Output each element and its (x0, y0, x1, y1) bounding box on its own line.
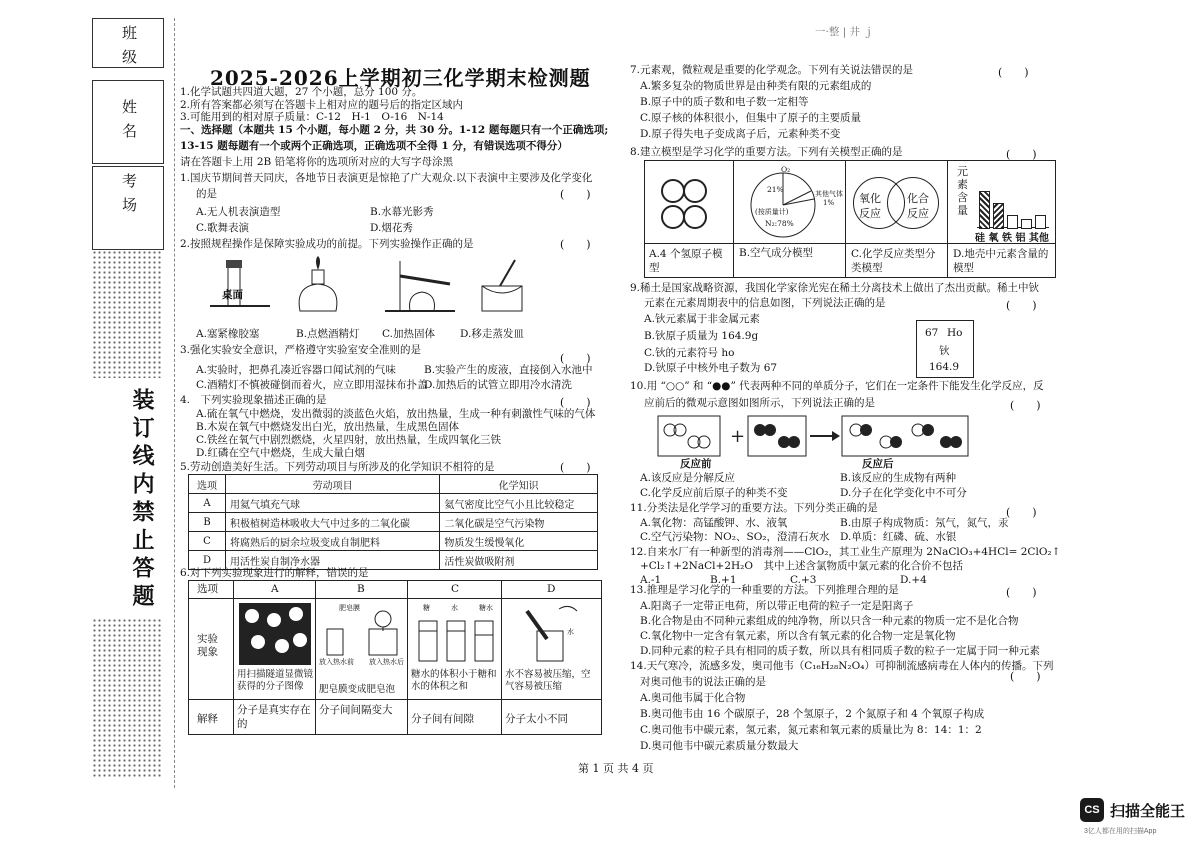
q6-phen-b: 肥皂膜变成肥皂泡 (319, 684, 396, 695)
q11-option-d: D.单质：红磷、硫、水银 (840, 531, 957, 543)
class-field (92, 18, 164, 68)
table-cell: C (189, 532, 226, 551)
table-cell: 积极植树造林吸收大气中过多的二氧化碳 (226, 513, 440, 532)
water-label: 水 (451, 604, 458, 612)
periodic-cell (916, 320, 974, 378)
q14-stem: 14.天气寒冷，流感多发，奥司他韦（C₁₆H₂₈N₂O₄）可抑制流感病毒在人体内的传播。下列 (630, 660, 1054, 672)
element-symbol: Ho (947, 327, 963, 339)
svg-text:+: + (730, 426, 746, 447)
bar-ylabel: 元素含量 (957, 165, 968, 217)
q12-option-b: B.+1 (710, 574, 737, 586)
q4-option-c: C.铁丝在氧气中剧烈燃烧，火星四射，放出热量，生成四氧化三铁 (196, 434, 501, 446)
q4-stem: 4. 下列实验现象描述正确的是 (180, 394, 327, 406)
cs-badge-icon: CS (1080, 798, 1104, 822)
pie-o2-label: O₂ (781, 165, 791, 174)
q3-option-b: B.实验产生的废液，直接倒入水池中 (424, 364, 593, 376)
q10-option-c: C.化学反应前后原子的种类不变 (640, 487, 788, 499)
q8-option-c: C.化学反应类型分类模型 (851, 248, 936, 274)
bar (1007, 215, 1018, 229)
table-cell: 二氧化碳是空气污染物 (440, 513, 598, 532)
q10-option-a: A.该反应是分解反应 (640, 472, 735, 484)
section-header-3: 请在答题卡上用 2B 铅笔将你的选项所对应的大写字母涂黑 (180, 156, 454, 168)
q10-option-d: D.分子在化学变化中不可分 (840, 487, 967, 499)
q7-answer-slot: ( ) (998, 66, 1029, 79)
q7-option-d: D.原子得失电子变成离子后，元素种类不变 (640, 128, 841, 140)
q10-option-b: B.该反应的生成物有两种 (840, 472, 957, 484)
logo-tagline: 3亿人都在用的扫描App (1084, 828, 1157, 835)
logo-name: 扫描全能王 (1110, 803, 1186, 820)
section-header-1: 一、选择题（本题共 15 个小题，每小题 2 分，共 30 分。1-12 题每题只有一个正确选项; (180, 124, 609, 136)
bar (1035, 215, 1046, 229)
pie-21-label: 21% (767, 185, 784, 194)
q9-option-c: C.钬的元素符号 ho (644, 347, 735, 359)
header-stamp: 一·整 | 井 ｊ (815, 26, 874, 38)
room-field (92, 166, 164, 250)
q10-answer-slot: ( ) (1010, 399, 1041, 412)
section-header-2: 13-15 题每题有一个或两个正确选项，正确选项不全得 1 分，有错误选项不得分） (180, 140, 568, 152)
q2-answer-slot: ( ) (560, 238, 591, 251)
q3-option-a: A.实验时，把鼻孔凑近容器口闻试剂的气味 (196, 364, 396, 376)
q13-option-d: D.同种元素的粒子具有相同的质子数，所以具有相同质子数的粒子一定属于同一种元素 (640, 645, 1040, 657)
q5-stem: 5.劳动创造美好生活。下列劳动项目与所涉及的化学知识不相符的是 (180, 461, 495, 473)
bar-xlabels: 硅 氧 铁 铝 其他 (975, 233, 1049, 244)
q13-option-c: C.氧化物中一定含有氧元素，所以含有氧元素的化合物一定是氧化物 (640, 630, 956, 642)
venn-right-label: 化合反应 (907, 192, 929, 220)
q6-header-c: C (451, 583, 460, 595)
q14-option-d: D.奥司他韦中碳元素质量分数最大 (640, 740, 799, 752)
q1-option-b: B.水幕光影秀 (370, 206, 434, 218)
name-label: 姓 名 (120, 99, 138, 140)
q7-option-a: A.繁多复杂的物质世界是由种类有限的元素组成的 (640, 80, 872, 92)
q8-answer-slot: ( ) (1006, 148, 1037, 161)
q9-option-b: B.钬原子质量为 164.9g (644, 330, 759, 342)
q2-option-a: A.塞紧橡胶塞 (196, 328, 260, 340)
q9-stem-2: 元素在元素周期表中的信息如图，下列说法正确的是 (644, 297, 886, 309)
q13-option-b: B.化合物是由不同种元素组成的纯净物，所以只含一种元素的物质一定不是化合物 (640, 615, 1019, 627)
binding-strip (92, 18, 175, 788)
q1-option-d: D.烟花秀 (370, 222, 413, 234)
q12-option-a: A.-1 (640, 574, 662, 586)
pie-other-label: 其他气体 (815, 190, 843, 198)
class-label: 班 级 (120, 25, 138, 66)
q6-expl-d: 分子太小不同 (505, 713, 568, 725)
desk-label: 桌面 (222, 289, 243, 301)
before-label: 反应前 (680, 458, 712, 470)
heating-figure (385, 261, 455, 311)
instruction-1: 1.化学试题共四道大题，27 个小题，总分 100 分。 (180, 86, 423, 98)
q1-option-a: A.无人机表演造型 (196, 206, 281, 218)
q12-stem-2: +Cl₂↑+2NaCl+2H₂O 其中上述含氯物质中氯元素的化合价不包括 (640, 560, 963, 572)
table-row (189, 513, 598, 532)
q6-expl-a: 分子是真实存在的 (237, 704, 311, 730)
alcohol-lamp-figure (299, 256, 337, 311)
q14-stem-2: 对奥司他韦的说法正确的是 (640, 676, 766, 688)
table-cell: 物质发生缓慢氧化 (440, 532, 598, 551)
q1-answer-slot: ( ) (560, 188, 591, 201)
q8-option-b: B.空气成分模型 (739, 247, 814, 259)
q3-option-d: D.加热后的试管立即用冷水清洗 (424, 379, 572, 391)
q2-option-d: D.移走蒸发皿 (460, 328, 524, 340)
q6-row-phenomenon: 实验现象 (197, 633, 218, 658)
table-cell: 活性炭做吸附剂 (440, 551, 598, 570)
q2-option-c: C.加热固体 (382, 328, 435, 340)
q9-stem: 9.稀土是国家战略资源，我国化学家徐光宪在稀土分离技术上做出了杰出贡献。稀土中钬 (630, 282, 1040, 294)
q14-option-c: C.奥司他韦中碳元素，氢元素，氮元素和氧元素的质量比为 8：14：1：2 (640, 724, 982, 736)
before-hot-water-label: 放入热水前 (319, 658, 354, 666)
table-header-row (189, 475, 598, 494)
q1-stem: 1.国庆节期间普天同庆，各地节日表演更是惊艳了广大观众.以下表演中主要涉及化学变化 (180, 172, 593, 184)
table-header: 劳动项目 (226, 475, 440, 494)
q5-answer-slot: ( ) (560, 461, 591, 474)
atom-circle (683, 179, 707, 203)
q3-option-c: C.酒精灯不慎被碰倒而着火，应立即用湿抹布扑盖 (196, 379, 428, 391)
q9-option-a: A.钬元素属于非金属元素 (644, 313, 760, 325)
q8-option-d: D.地壳中元素含量的模型 (953, 248, 1049, 274)
q11-option-a: A.氧化物：高锰酸钾、水、液氧 (640, 517, 788, 529)
after-hot-water-label: 放入热水后 (369, 658, 404, 666)
q6-stem: 6.对下列实验现象进行的解释，错误的是 (180, 567, 369, 579)
room-label: 考 场 (120, 173, 138, 214)
q10-stem: 10.用 “○○” 和 “●●” 代表两种不同的单质分子，它们在一定条件下能发生化学反应，反 (630, 380, 1044, 392)
q14-option-b: B.奥司他韦由 16 个碳原子，28 个氢原子，2 个氮原子和 4 个氧原子构成 (640, 708, 985, 720)
q6-expl-b: 分子间间隔变大 (319, 704, 393, 716)
binding-dots-bottom (92, 618, 162, 778)
soap-film-label: 肥皂膜 (339, 604, 360, 612)
table-cell: 用活性炭自制净水器 (226, 551, 440, 570)
q8-option-a: A.4 个氢原子模型 (649, 248, 723, 274)
atomic-number: 67 (925, 327, 939, 339)
after-label: 反应后 (862, 458, 894, 470)
pie-1-label: 1% (823, 199, 835, 207)
q12-option-d: D.+4 (900, 574, 927, 586)
q11-answer-slot: ( ) (1006, 506, 1037, 519)
table-cell: 氦气密度比空气小且比较稳定 (440, 494, 598, 513)
q9-option-d: D.钬原子中核外电子数为 67 (644, 362, 778, 374)
q6-header-option: 选项 (197, 583, 218, 595)
no-answer-notice: 装订线内禁止答题 (129, 388, 155, 612)
pie-n2-label: N₂:78% (765, 219, 794, 228)
q8-stem: 8.建立模型是学习化学的重要方法。下列有关模型正确的是 (630, 146, 903, 158)
q10-stem-2: 应前后的微观示意图如图所示，下列说法正确的是 (644, 397, 875, 409)
table-cell: 将腐熟后的厨余垃圾变成自制肥料 (226, 532, 440, 551)
q7-option-c: C.原子核的体积很小，但集中了原子的主要质量 (640, 112, 861, 124)
q1-option-c: C.歌舞表演 (196, 222, 249, 234)
syringe-water-label: 水 (567, 628, 574, 636)
q7-option-b: B.原子中的质子数和电子数一定相等 (640, 96, 809, 108)
q6-expl-c: 分子间有间隙 (411, 713, 474, 725)
q6-phen-c: 糖水的体积小于糖和水的体积之和 (411, 669, 497, 692)
q12-option-c: C.+3 (790, 574, 817, 586)
table-row (189, 494, 598, 513)
table-cell: B (189, 513, 226, 532)
sugar-label: 糖 (423, 604, 430, 612)
atom-circle (683, 205, 707, 229)
q3-stem: 3.强化实验安全意识，严格遵守实验室安全准则的是 (180, 344, 422, 356)
q2-figures (200, 256, 540, 326)
q14-answer-slot: ( ) (1010, 670, 1041, 683)
evaporating-dish-figure (482, 260, 522, 311)
q5-table (188, 474, 598, 570)
q6-phen-d: 水不容易被压缩，空气容易被压缩 (505, 669, 591, 692)
q2-option-b: B.点燃酒精灯 (296, 328, 360, 340)
bar (979, 191, 990, 229)
q6-row-explanation: 解释 (197, 713, 218, 725)
sugar-water-label: 糖水 (479, 604, 493, 612)
q14-option-a: A.奥司他韦属于化合物 (640, 692, 746, 704)
pie-mass-label: (按质量计) (755, 208, 789, 216)
bar (1021, 219, 1032, 229)
q6-header-b: B (357, 583, 365, 595)
q9-answer-slot: ( ) (1006, 299, 1037, 312)
q6-header-a: A (271, 583, 279, 595)
binding-dots-top (92, 250, 162, 378)
table-cell: D (189, 551, 226, 570)
q1-stem-2: 的是 (196, 188, 217, 200)
stm-image (239, 603, 311, 665)
q6-table (188, 580, 602, 735)
q11-option-c: C.空气污染物：NO₂、SO₂，澄清石灰水 (640, 531, 830, 543)
q11-option-b: B.由原子构成物质：氖气，氮气，汞 (840, 517, 1009, 529)
q4-answer-slot: ( ) (560, 396, 591, 409)
table-cell: A (189, 494, 226, 513)
q2-stem: 2.按照规程操作是保障实验成功的前提。下列实验操作正确的是 (180, 238, 474, 250)
atomic-mass: 164.9 (929, 361, 960, 373)
table-header: 选项 (189, 475, 226, 494)
page-title: 2025-2026上学期初三化学期末检测题 (210, 66, 591, 90)
q6-phen-a: 用扫描隧道显微镜获得的分子图像 (237, 669, 314, 692)
instruction-3: 3.可能用到的相对原子质量：C-12 H-1 O-16 N-14 (180, 111, 444, 123)
name-field (92, 80, 164, 164)
q4-option-a: A.硫在氧气中燃烧，发出微弱的淡蓝色火焰，放出热量，生成一种有刺激性气味的气体 (196, 408, 596, 420)
syringe-figure (507, 601, 595, 669)
q13-stem: 13.推理是学习化学的一种重要的方法。下列推理合理的是 (630, 584, 899, 596)
reaction-diagram (656, 412, 976, 460)
q13-option-a: A.阳离子一定带正电荷，所以带正电荷的粒子一定是阳离子 (640, 600, 914, 612)
q7-stem: 7.元素观，微粒观是重要的化学观念。下列有关说法错误的是 (630, 64, 914, 76)
atom-circle (661, 179, 685, 203)
q11-stem: 11.分类法是化学学习的重要方法。下列分类正确的是 (630, 502, 878, 514)
bar (993, 203, 1004, 229)
q13-answer-slot: ( ) (1006, 586, 1037, 599)
q4-option-d: D.红磷在空气中燃烧，生成大量白烟 (196, 447, 365, 459)
q6-header-d: D (547, 583, 556, 595)
instruction-2: 2.所有答案都必须写在答题卡上相对应的题号后的指定区域内 (180, 99, 464, 111)
q3-answer-slot: ( ) (560, 352, 591, 365)
page-number: 第 1 页 共 4 页 (578, 762, 654, 775)
q4-option-b: B.木炭在氧气中燃烧发出白光，放出热量，生成黑色固体 (196, 421, 460, 433)
q8-models (644, 160, 1056, 278)
table-cell: 用氦气填充气球 (226, 494, 440, 513)
element-name: 钬 (939, 345, 950, 357)
table-row (189, 532, 598, 551)
venn-left-label: 氧化反应 (859, 192, 881, 220)
q12-stem: 12.自来水厂有一种新型的消毒剂——ClO₂，其工业生产原理为 2NaClO₃+4HCl= 2ClO₂↑ (630, 546, 1061, 558)
table-header: 化学知识 (440, 475, 598, 494)
atom-circle (661, 205, 685, 229)
